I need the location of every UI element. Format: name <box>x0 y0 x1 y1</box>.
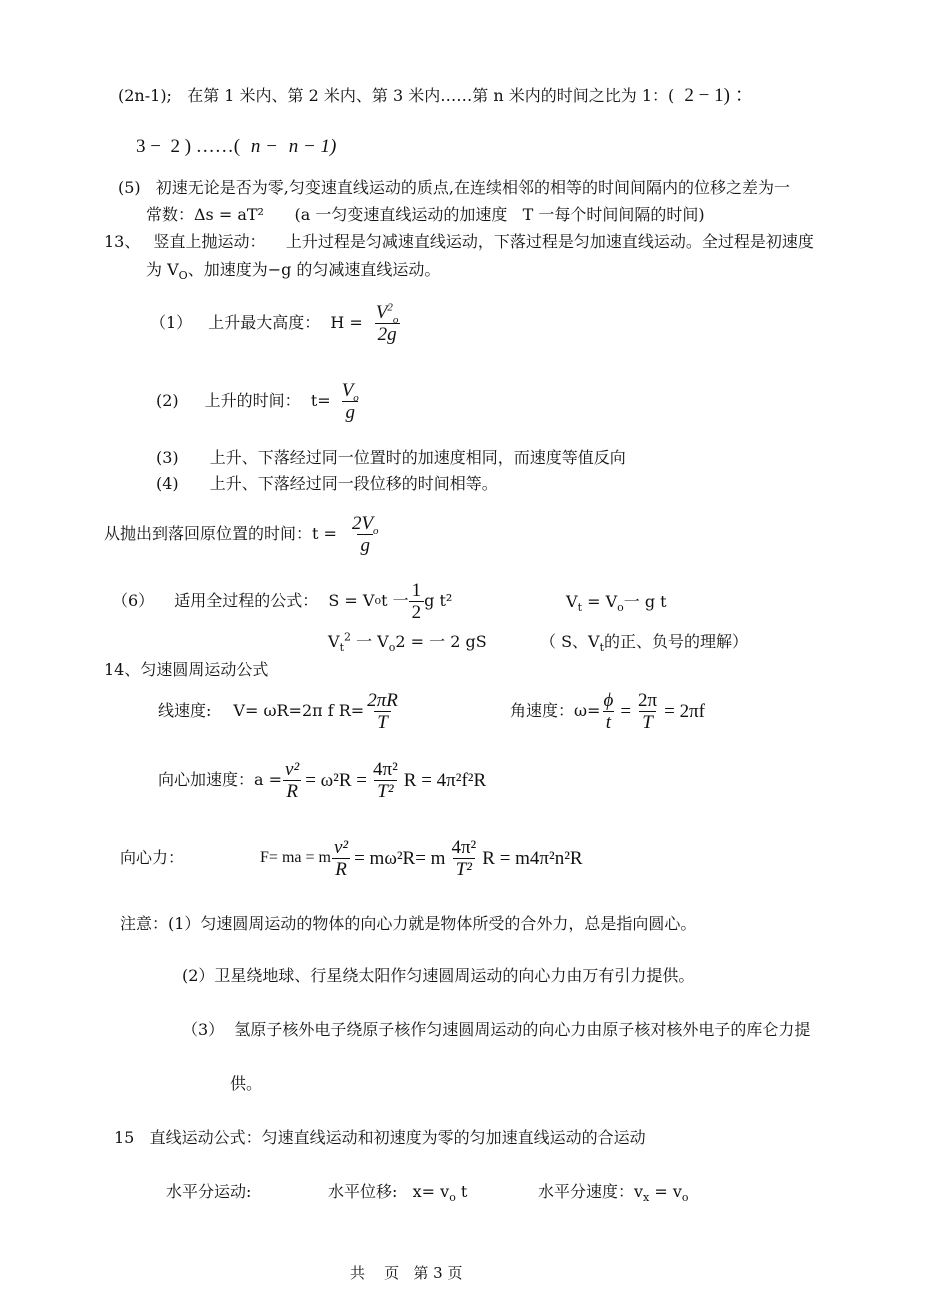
ratio-line-1 <box>118 86 754 105</box>
ratio-line-2 <box>136 137 336 156</box>
section-13-line2: 为 $V_O$、加速度为−g 的匀减速直线运动。 <box>146 260 441 283</box>
fraction-force-v2-r: $\frac{\text{v²}}{R}$ <box>333 836 349 880</box>
section-14-title: 14、匀速圆周运动公式 <box>104 660 269 679</box>
item-2-rise-time: (2) 上升的时间： t= $\frac{V_o}{g}$ <box>156 374 362 428</box>
fraction-force-4pi2-t2: $\frac{\text{4π²}}{\text{T²}}$ <box>451 836 477 880</box>
ratio-sqrt-n-1: n − 1) <box>288 136 337 157</box>
ratio-text: (2n-1); 在第 1 米内、第 2 米内、第 3 米内……第 n 米内的时间之比为 1：( <box>118 86 685 105</box>
fraction-2pi-t: $\frac{2\pi}{T}$ <box>638 689 658 733</box>
item-4: (4) 上升、下落经过同一段位移的时间相等。 <box>156 474 498 493</box>
centripetal-force: 向心力： F= ma = m $\frac{\text{v²}}{R}$ = mω²R= m $\frac{\text{4π²}}{\text{T²}}$ R = m4π²n²R <box>120 836 583 880</box>
horizontal-displacement: 水平位移: $x= v_o$ t <box>328 1182 468 1205</box>
item-5-line1: (5) 初速无论是否为零,匀变速直线运动的质点,在连续相邻的相等的时间间隔内的位移之差为一 <box>118 178 790 197</box>
round-trip-time: 从抛出到落回原位置的时间：t = $\frac{2V_o}{g}$ <box>104 508 382 560</box>
fraction-time: $\frac{V_o}{g}$ <box>341 379 359 423</box>
note-2: (2）卫星绕地球、行星绕太阳作匀速圆周运动的向心力由万有引力提供。 <box>182 966 695 985</box>
centripetal-acceleration: 向心加速度：a = $\frac{\text{v²}}{R}$ = ω²R = $\frac{\text{4π²}}{\text{T²}}$ R = 4π²f²R <box>158 758 487 802</box>
fraction-4pi2-t2: $\frac{\text{4π²}}{\text{T²}}$ <box>373 758 398 802</box>
fraction-height: $\frac{V^2_o}{2g}$ <box>375 301 399 345</box>
ratio-sqrt2: 2 − 1) ： <box>684 85 754 106</box>
item-6-formula-s: （6） 适用全过程的公式： S = V o t 一 $\frac{1}{2}$ g t² <box>112 579 453 623</box>
horizontal-velocity: 水平分速度：$v_x = v_o$ <box>538 1182 689 1205</box>
item-6-note: （ S、$V_t$的正、负号的理解） <box>540 632 749 655</box>
section-13-title: 13、 竖直上抛运动： 上升过程是匀减速直线运动，下落过程是匀加速直线运动。全过程是初速度 <box>104 232 814 251</box>
ratio-sqrt-n: n − <box>250 136 278 157</box>
item-1-max-height: （1） 上升最大高度： H = $\frac{V^2_o}{2g}$ <box>150 296 401 350</box>
note-3: （3） 氢原子核外电子绕原子核作匀速圆周运动的向心力由原子核对核外电子的库仑力提 <box>182 1020 811 1039</box>
item-5-line2: 常数：Δs = aT² (a 一匀变速直线运动的加速度 T 一每个时间间隔的时间) <box>146 205 705 224</box>
ratio-sqrt3: 3 − 2 ) ……( <box>136 136 241 157</box>
fraction-linear-velocity: $\frac{2\pi R}{T}$ <box>367 689 398 733</box>
item-6-formula-v: $V_t = V_o$一 g t <box>566 592 667 615</box>
fraction-round-trip: $\frac{2V_o}{g}$ <box>351 512 379 556</box>
fraction-half: $\frac{1}{2}$ <box>409 581 425 622</box>
fraction-phi-t: $\frac{\phi}{t}$ <box>603 689 614 733</box>
linear-velocity: 线速度: V= ωR=2π f R= $\frac{2\pi R}{T}$ <box>158 684 401 738</box>
item-3: (3) 上升、下落经过同一位置时的加速度相同，而速度等值反向 <box>156 448 626 467</box>
note-3-cont: 供。 <box>230 1074 263 1093</box>
section-15-title: 15 直线运动公式：匀速直线运动和初速度为零的匀加速直线运动的合运动 <box>114 1128 646 1147</box>
page-footer: 共 页 第 3 页 <box>350 1264 463 1282</box>
horizontal-motion-label: 水平分运动: <box>166 1182 252 1201</box>
angular-velocity: 角速度：ω= $\frac{\phi}{t}$ = $\frac{2\pi}{T}$ = 2πf <box>510 689 706 733</box>
fraction-v2-r: $\frac{\text{v²}}{R}$ <box>285 758 300 802</box>
item-6-formula-v2: $V_t^2$ 一 $V_o2$ = 一 2 gS <box>328 630 487 655</box>
note-1: 注意：(1）匀速圆周运动的物体的向心力就是物体所受的合外力，总是指向圆心。 <box>120 914 697 933</box>
